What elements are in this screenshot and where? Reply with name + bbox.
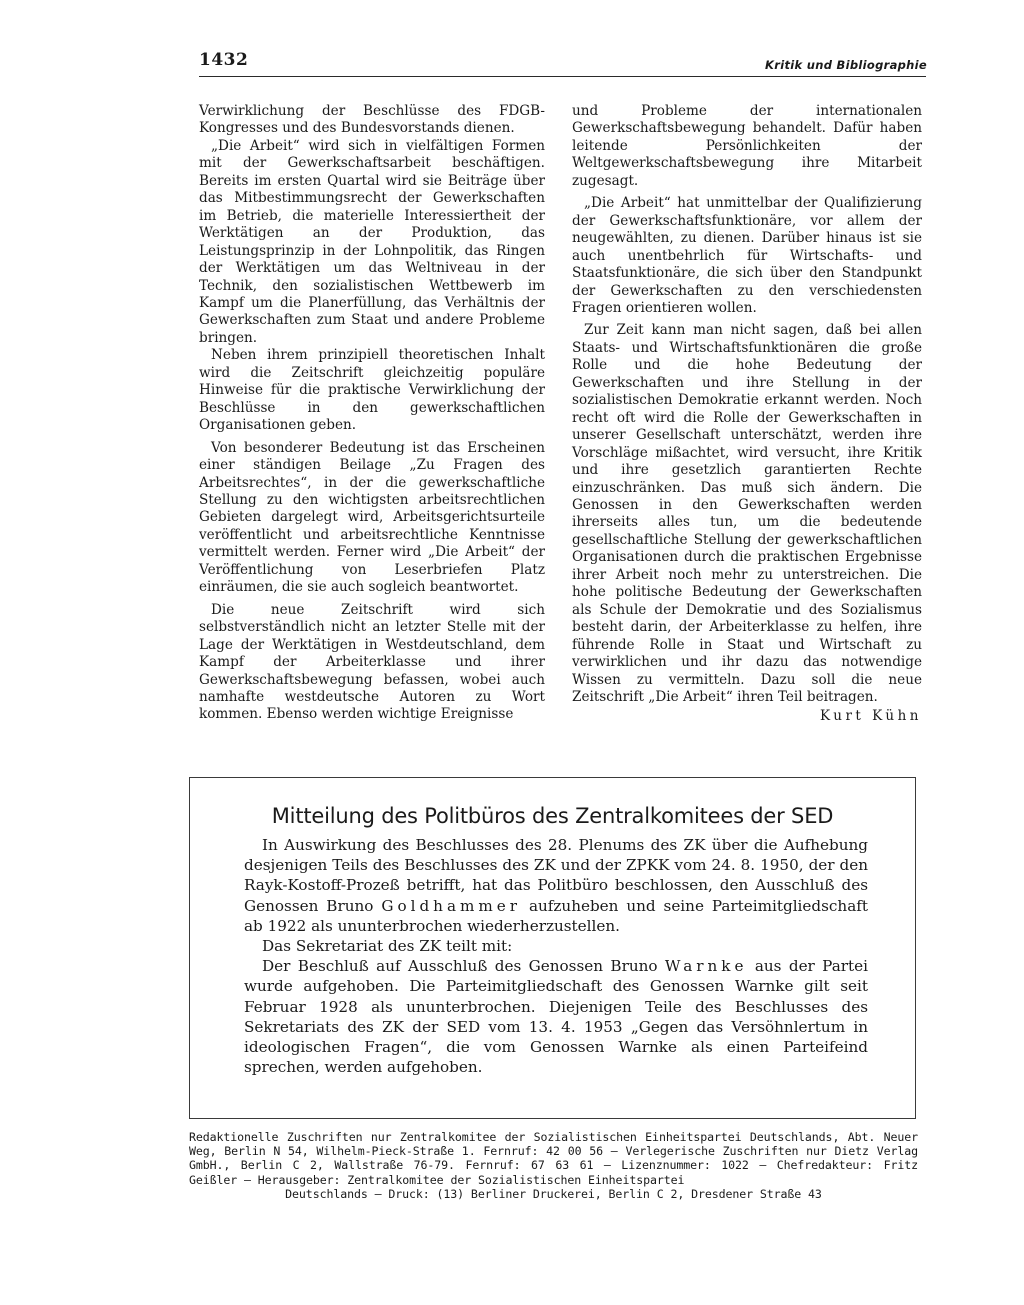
politburo-notice-box: [189, 777, 916, 1119]
header-rule: [199, 76, 926, 77]
notice-paragraph: [244, 956, 868, 1077]
paragraph: Die neue Zeitschrift wird sich selbstverständlich nicht an letzter Stelle mit der Lage der Werktätigen in Westdeutschland, dem Kampf der Arbeiterklasse und ihrer Gewerkschaftsbewegung befassen, wobei auch namhafte westdeutsche Autoren zu Wort kommen. Ebenso werden wichtige Ereignisse: [199, 601, 545, 723]
section-label: Kritik und Bibliographie: [765, 58, 927, 72]
notice-title: Mitteilung des Politbüros des Zentralkomitees der SED: [271, 804, 834, 828]
notice-name-warnke: Warnke: [664, 957, 748, 976]
paragraph: Von besonderer Bedeutung ist das Erscheinen einer ständigen Beilage „Zu Fragen des Arbeitsrechtes“, in der die gewerkschaftliche Stellung zu den wichtigsten arbeitsrechtlichen Gebieten dargelegt wird, Arbeitsgerichtsurteile veröffentlicht und arbeitsrechtliche Kenntnisse vermittelt werden. Ferner wird „Die Arbeit“ der Veröffentlichung von Leserbriefen Platz einräumen, die sie auch sogleich beantwortet.: [199, 439, 545, 596]
notice-body: [244, 835, 868, 1077]
paragraph: und Probleme der internationalen Gewerkschaftsbewegung behandelt. Dafür haben leitende Persönlichkeiten der Weltgewerkschaftsbewegung ihre Mitarbeit zugesagt.: [572, 103, 922, 189]
notice-text: aufzuheben und seine Parteimitgliedschaft ab 1922 als ununterbrochen wiederherzustellen.: [244, 896, 868, 935]
paragraph: Verwirklichung der Beschlüsse des FDGB-Kongresses und des Bundesvorstands dienen.: [199, 103, 545, 137]
paragraph: „Die Arbeit“ hat unmittelbar der Qualifizierung der Gewerkschaftsfunktionäre, vor allem der neugewählten, zu dienen. Darüber hinaus ist sie auch unentbehrlich für Wirtschafts- und Staatsfunktionäre, die sich über den Standpunkt der Gewerkschaften zu den verschiedensten Fragen orientieren wollen.: [572, 195, 922, 316]
paragraph: Neben ihrem prinzipiell theoretischen Inhalt wird die Zeitschrift gleichzeitig populäre Hinweise für die praktische Verwirklichung der Beschlüsse in den gewerkschaftlichen Organisationen geben.: [199, 347, 545, 434]
page-number: 1432: [199, 50, 249, 70]
author-signature: Kurt Kühn: [819, 708, 922, 725]
paragraph: „Die Arbeit“ wird sich in vielfältigen Formen mit der Gewerkschaftsarbeit beschäftigen. Bereits im ersten Quartal wird sie Beiträge über das Mitbestimmungsrecht der Gewerkschaften im Betrieb, die materielle Interessiertheit der Werktätigen an der Produktion, das Leistungsprinzip in der Lohnpolitik, das Ringen der Werktätigen um das Weltniveau in der Technik, den sozialistischen Wettbewerb im Kampf um die Planerfüllung, das Verhältnis der Gewerkschaften zum Staat und andere Probleme bringen.: [199, 137, 545, 346]
paragraph: Zur Zeit kann man nicht sagen, daß bei allen Staats- und Wirtschaftsfunktionären die große Rolle und die hohe Bedeutung der Gewerkschaften und ihre Stellung in der sozialistischen Demokratie erkannt werden. Noch recht oft wird die Rolle der Gewerkschaften in unserer Gesellschaft unterschätzt, werden ihre Vorschläge mißachtet, wird versucht, ihre Kritik und ihre gesetzlich garantierten Rechte einzuschränken. Das muß sich ändern. Die Genossen in den Gewerkschaften werden ihrerseits alles tun, um die bedeutende gesellschaftliche Stellung der gewerkschaftlichen Organisationen durch die praktischen Ergebnisse ihrer Arbeit noch mehr zu unterstreichen. Die hohe politische Bedeutung der Gewerkschaften als Schule der Demokratie und des Sozialismus besteht darin, der Arbeiterklasse zu helfen, ihre führende Rolle in Staat und Wirtschaft zu verwirklichen und ihr dazu das notwendige Wissen zu vermitteln. Dazu soll die neue Zeitschrift „Die Arbeit“ ihren Teil beitragen.: [572, 322, 922, 705]
notice-text: Der Beschluß auf Ausschluß des Genossen Bruno: [262, 957, 665, 976]
imprint: [189, 1130, 918, 1201]
right-column: [572, 103, 922, 726]
imprint-last-line: Deutschlands — Druck: (13) Berliner Druckerei, Berlin C 2, Dresdener Straße 43: [285, 1186, 822, 1201]
notice-name-goldhammer: Goldhammer: [381, 896, 522, 915]
left-column: [199, 103, 545, 724]
notice-text: In Auswirkung des Beschlusses des 28. Plenums des ZK über die Aufhebung desjenigen Teils des Beschlusses des ZK und der ZPKK vom 24. 8. 1950, der den Rayk-Kostoff-Prozeß betrifft, hat das Politbüro beschlossen, den Ausschluß des Genossen Bruno: [244, 836, 868, 915]
notice-text: aus der Partei wurde aufgehoben. Die Parteimitgliedschaft des Genossen Warnke gilt seit Februar 1928 als ununterbrochen. Diejenigen Teile des Beschlusses des Sekretariats des ZK der SED vom 13. 4. 1953 „Gegen das Versöhnlertum in ideologischen Fragen“, die vom Genossen Warnke als einen Parteifeind sprechen, werden aufgehoben.: [244, 957, 868, 1077]
notice-paragraph: [244, 835, 868, 936]
notice-paragraph: Das Sekretariat des ZK teilt mit:: [262, 937, 513, 956]
imprint-text: Redaktionelle Zuschriften nur Zentralkomitee der Sozialistischen Einheitspartei Deutschlands, Abt. Neuer Weg, Berlin N 54, Wilhelm-Pieck-Straße 1. Fernruf: 42 00 56 — Verlegerische Zuschriften nur Dietz Verlag GmbH., Berlin C 2, Wallstraße 76-79. Fernruf: 67 63 61 — Lizenznummer: 1022 — Chefredakteur: Fritz Geißler — Herausgeber: Zentralkomitee der Sozialistischen Einheitspartei: [189, 1130, 918, 1187]
